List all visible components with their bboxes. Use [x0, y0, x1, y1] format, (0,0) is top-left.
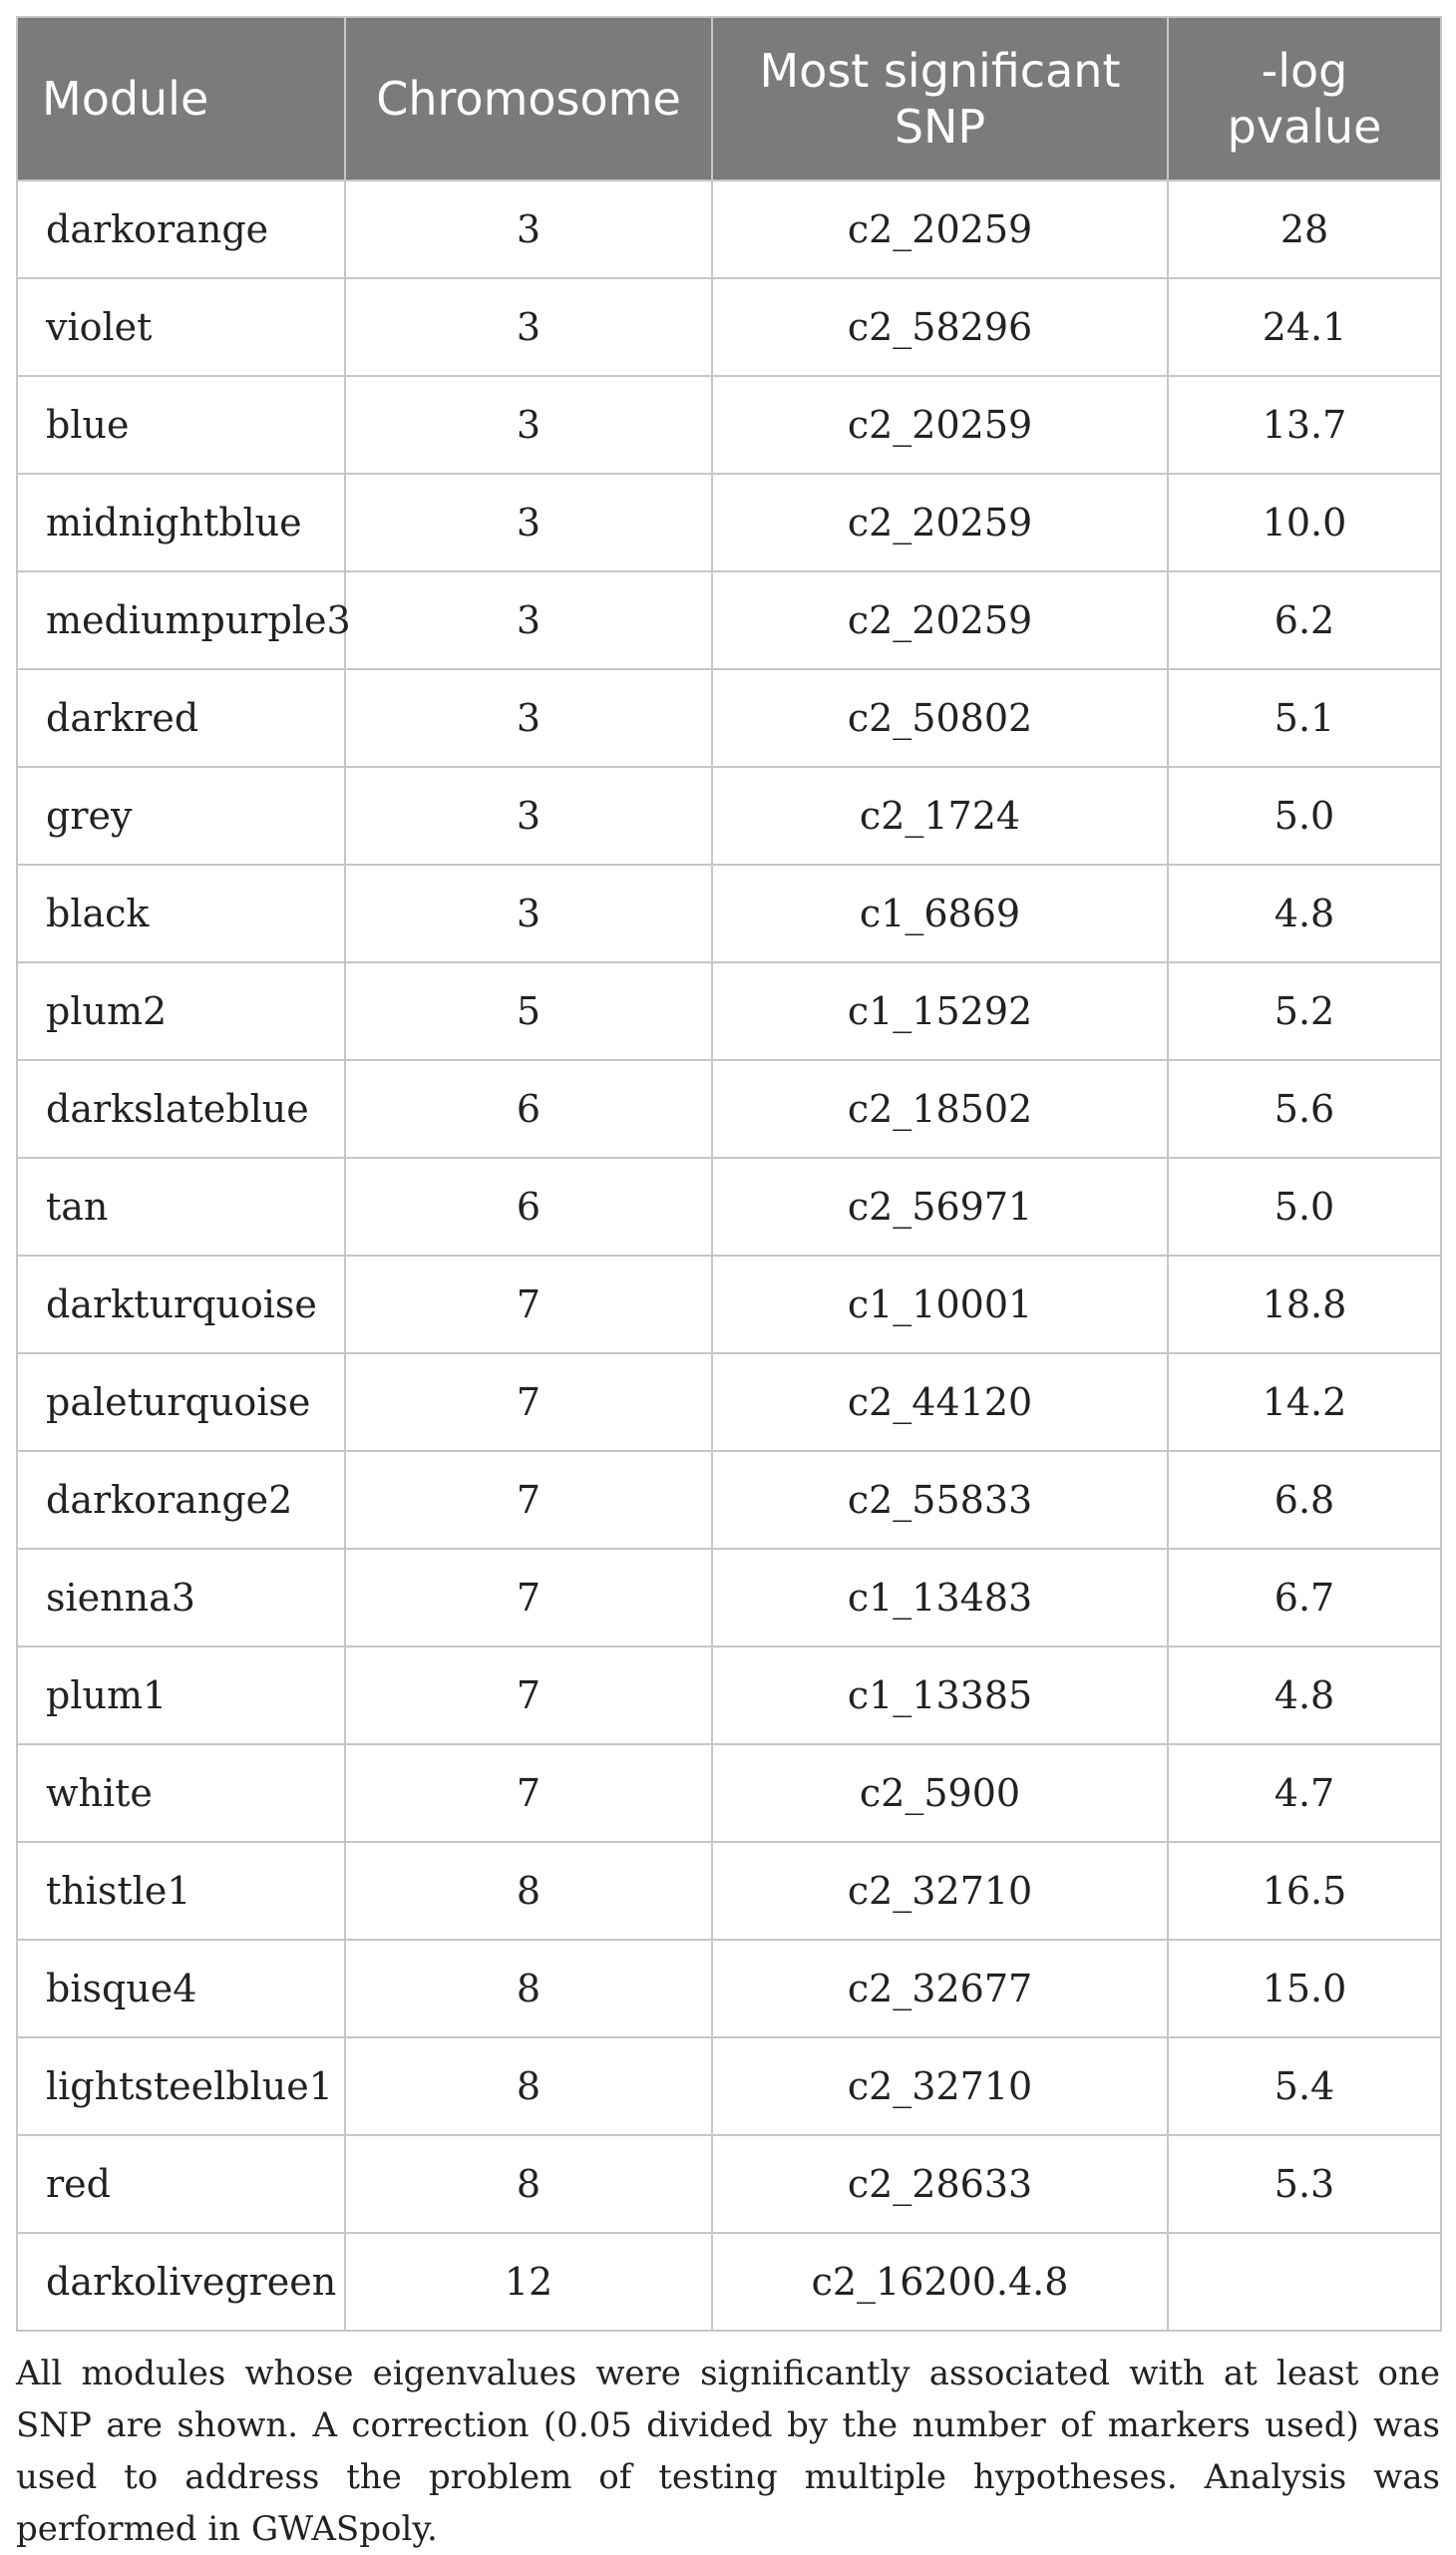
cell-module: paleturquoise	[17, 1353, 345, 1451]
cell-log-pvalue: 5.6	[1168, 1060, 1441, 1158]
cell-snp: c2_32710	[712, 2037, 1168, 2135]
cell-chromosome: 3	[345, 865, 712, 962]
cell-snp: c2_18502	[712, 1060, 1168, 1158]
cell-module: lightsteelblue1	[17, 2037, 345, 2135]
cell-chromosome: 6	[345, 1060, 712, 1158]
cell-module: darkolivegreen	[17, 2233, 345, 2331]
table-footnote: All modules whose eigenvalues were significantly associated with at least one SNP are shown. A correction (0.05 divided by the number of markers used) was used to address the problem of testing multiple hypotheses. Analysis was performed in GWASpoly.	[16, 2354, 1440, 2549]
cell-log-pvalue: 6.2	[1168, 571, 1441, 669]
cell-chromosome: 6	[345, 1158, 712, 1256]
cell-log-pvalue: 24.1	[1168, 278, 1441, 376]
cell-snp: c1_6869	[712, 865, 1168, 962]
header-most-significant-snp: Most significant SNP	[712, 17, 1168, 181]
cell-chromosome: 7	[345, 1451, 712, 1549]
cell-snp: c2_56971	[712, 1158, 1168, 1256]
cell-snp: c2_1724	[712, 767, 1168, 865]
table-row	[17, 376, 1441, 474]
cell-chromosome: 8	[345, 1940, 712, 2037]
table-row	[17, 1940, 1441, 2037]
cell-module: bisque4	[17, 1940, 345, 2037]
cell-log-pvalue	[1168, 2233, 1441, 2331]
cell-chromosome: 8	[345, 1842, 712, 1940]
cell-snp: c2_44120	[712, 1353, 1168, 1451]
cell-log-pvalue: 5.2	[1168, 962, 1441, 1060]
cell-log-pvalue: 10.0	[1168, 474, 1441, 571]
cell-chromosome: 5	[345, 962, 712, 1060]
cell-module: red	[17, 2135, 345, 2233]
table-row	[17, 1451, 1441, 1549]
table-row	[17, 278, 1441, 376]
table-row	[17, 1256, 1441, 1353]
table-row	[17, 669, 1441, 767]
header-chromosome: Chromosome	[345, 17, 712, 181]
cell-chromosome: 7	[345, 1353, 712, 1451]
cell-snp: c2_58296	[712, 278, 1168, 376]
cell-snp: c1_13385	[712, 1646, 1168, 1744]
cell-log-pvalue: 18.8	[1168, 1256, 1441, 1353]
cell-log-pvalue: 5.0	[1168, 1158, 1441, 1256]
header-row	[17, 17, 1441, 181]
cell-module: violet	[17, 278, 345, 376]
cell-module: mediumpurple3	[17, 571, 345, 669]
cell-module: darkturquoise	[17, 1256, 345, 1353]
cell-snp: c1_10001	[712, 1256, 1168, 1353]
cell-chromosome: 3	[345, 474, 712, 571]
cell-module: darkred	[17, 669, 345, 767]
cell-chromosome: 7	[345, 1646, 712, 1744]
cell-snp: c2_50802	[712, 669, 1168, 767]
cell-snp: c2_20259	[712, 181, 1168, 278]
cell-chromosome: 3	[345, 669, 712, 767]
table-row	[17, 1158, 1441, 1256]
table-row	[17, 767, 1441, 865]
cell-module: tan	[17, 1158, 345, 1256]
cell-chromosome: 3	[345, 767, 712, 865]
cell-module: plum1	[17, 1646, 345, 1744]
table-row	[17, 1060, 1441, 1158]
cell-module: white	[17, 1744, 345, 1842]
cell-log-pvalue: 16.5	[1168, 1842, 1441, 1940]
table-row	[17, 2233, 1441, 2331]
cell-log-pvalue: 5.3	[1168, 2135, 1441, 2233]
cell-module: darkorange2	[17, 1451, 345, 1549]
table-row	[17, 2037, 1441, 2135]
cell-log-pvalue: 13.7	[1168, 376, 1441, 474]
header-module: Module	[17, 17, 345, 181]
cell-module: darkslateblue	[17, 1060, 345, 1158]
cell-module: plum2	[17, 962, 345, 1060]
table-row	[17, 474, 1441, 571]
cell-module: darkorange	[17, 181, 345, 278]
table-row	[17, 1646, 1441, 1744]
cell-chromosome: 3	[345, 571, 712, 669]
cell-snp: c2_16200.4.8	[712, 2233, 1168, 2331]
cell-log-pvalue: 5.4	[1168, 2037, 1441, 2135]
cell-chromosome: 3	[345, 376, 712, 474]
table-container	[16, 16, 1440, 2555]
table-row	[17, 2135, 1441, 2233]
table-row	[17, 962, 1441, 1060]
cell-chromosome: 8	[345, 2135, 712, 2233]
cell-log-pvalue: 4.7	[1168, 1744, 1441, 1842]
cell-chromosome: 8	[345, 2037, 712, 2135]
cell-snp: c2_20259	[712, 474, 1168, 571]
cell-log-pvalue: 5.0	[1168, 767, 1441, 865]
cell-chromosome: 7	[345, 1744, 712, 1842]
cell-snp: c1_13483	[712, 1549, 1168, 1646]
cell-chromosome: 7	[345, 1549, 712, 1646]
cell-snp: c2_20259	[712, 376, 1168, 474]
cell-module: midnightblue	[17, 474, 345, 571]
cell-log-pvalue: 4.8	[1168, 1646, 1441, 1744]
cell-snp: c2_5900	[712, 1744, 1168, 1842]
table-body	[17, 181, 1441, 2331]
table-row	[17, 865, 1441, 962]
cell-chromosome: 3	[345, 181, 712, 278]
cell-snp: c2_20259	[712, 571, 1168, 669]
cell-log-pvalue: 14.2	[1168, 1353, 1441, 1451]
table-row	[17, 1842, 1441, 1940]
cell-module: blue	[17, 376, 345, 474]
cell-log-pvalue: 28	[1168, 181, 1441, 278]
cell-log-pvalue: 6.7	[1168, 1549, 1441, 1646]
table-row	[17, 1744, 1441, 1842]
cell-chromosome: 12	[345, 2233, 712, 2331]
table-row	[17, 1353, 1441, 1451]
cell-module: sienna3	[17, 1549, 345, 1646]
cell-module: grey	[17, 767, 345, 865]
cell-snp: c2_32677	[712, 1940, 1168, 2037]
cell-snp: c2_28633	[712, 2135, 1168, 2233]
cell-chromosome: 7	[345, 1256, 712, 1353]
table-row	[17, 571, 1441, 669]
cell-module: black	[17, 865, 345, 962]
cell-snp: c2_55833	[712, 1451, 1168, 1549]
cell-chromosome: 3	[345, 278, 712, 376]
table-row	[17, 181, 1441, 278]
cell-snp: c2_32710	[712, 1842, 1168, 1940]
cell-log-pvalue: 5.1	[1168, 669, 1441, 767]
cell-snp: c1_15292	[712, 962, 1168, 1060]
header-log-pvalue: -log pvalue	[1168, 17, 1441, 181]
cell-log-pvalue: 15.0	[1168, 1940, 1441, 2037]
table-row	[17, 1549, 1441, 1646]
module-snp-table	[16, 16, 1442, 2332]
cell-log-pvalue: 6.8	[1168, 1451, 1441, 1549]
cell-log-pvalue: 4.8	[1168, 865, 1441, 962]
cell-module: thistle1	[17, 1842, 345, 1940]
